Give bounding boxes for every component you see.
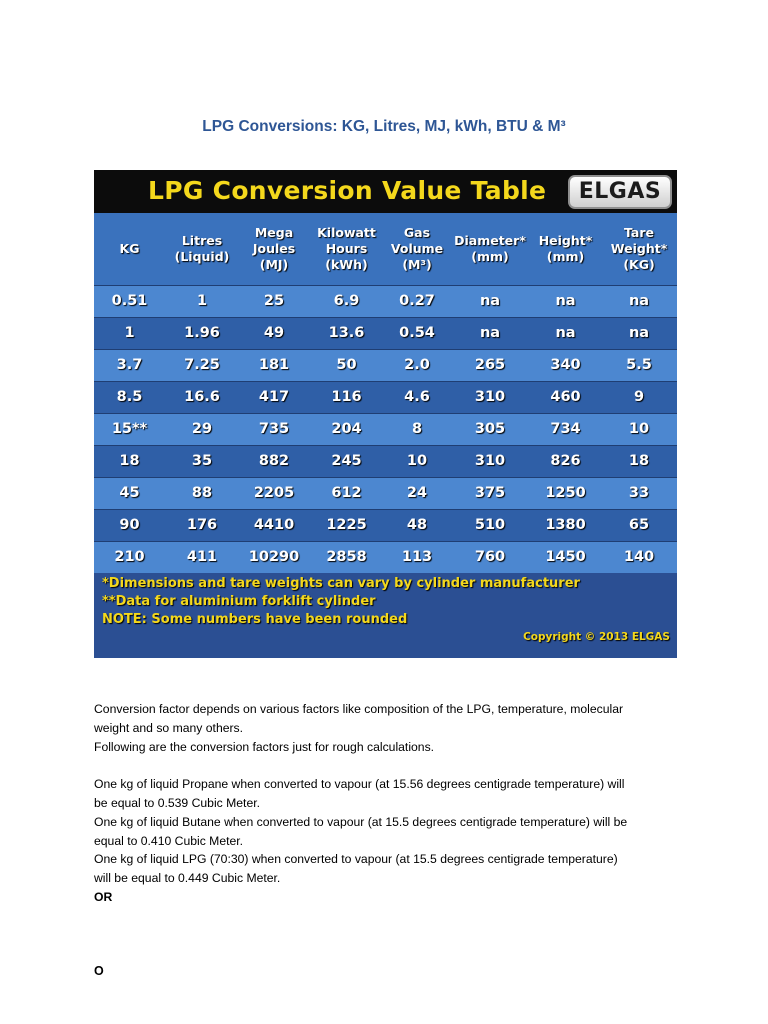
column-header [165, 213, 239, 285]
table-cell: 176 [165, 509, 239, 541]
table-cell: 612 [309, 477, 384, 509]
column-header [94, 213, 165, 285]
table-cell: 204 [309, 413, 384, 445]
table-cell: 760 [450, 541, 530, 573]
table-cell: 310 [450, 445, 530, 477]
table-cell: 33 [601, 477, 677, 509]
column-header-line: Joules [252, 240, 296, 256]
table-cell: 18 [94, 445, 165, 477]
column-header-line: Diameter* [454, 232, 526, 248]
elgas-logo: ELGAS [568, 175, 672, 209]
lpg-line-1: One kg of liquid LPG (70:30) when converted to vapour (at 15.5 degrees centigrade temperature) [94, 852, 618, 867]
table-cell: 8 [384, 413, 450, 445]
column-header-line: (MJ) [259, 256, 289, 272]
table-cell: 49 [239, 317, 309, 349]
table-cell: na [530, 285, 601, 317]
table-row [94, 413, 677, 445]
column-header-line: (Liquid) [174, 248, 230, 264]
table-row [94, 477, 677, 509]
table-cell: 1450 [530, 541, 601, 573]
propane-line-2: be equal to 0.539 Cubic Meter. [94, 795, 260, 810]
table-cell: 45 [94, 477, 165, 509]
table-cell: 6.9 [309, 285, 384, 317]
table-cell: 15** [94, 413, 165, 445]
intro-line-3: Following are the conversion factors just for rough calculations. [94, 739, 435, 754]
table-cell: 411 [165, 541, 239, 573]
column-header-line: Litres [181, 232, 223, 248]
column-header-line: Hours [325, 240, 368, 256]
butane-line-1: One kg of liquid Butane when converted to vapour (at 15.5 degrees centigrade temperature) will be [94, 814, 628, 829]
column-header-line: Kilowatt [317, 224, 376, 240]
or-text: OR [94, 889, 113, 904]
column-header-line: Tare [624, 224, 654, 240]
table-cell: 10 [384, 445, 450, 477]
table-cell: 1 [94, 317, 165, 349]
column-header-line: Volume [390, 240, 444, 256]
table-cell: 0.27 [384, 285, 450, 317]
table-cell: 310 [450, 381, 530, 413]
table-cell: 48 [384, 509, 450, 541]
intro-line-1: Conversion factor depends on various factors like composition of the LPG, temperature, molecular [94, 702, 624, 716]
column-header-line: (M³) [402, 256, 432, 272]
paragraph-gap [94, 756, 684, 775]
table-cell: 140 [601, 541, 677, 573]
column-header-line: KG [119, 240, 140, 256]
column-header-line: (mm) [546, 248, 585, 264]
banner-title: LPG Conversion Value Table [148, 176, 547, 205]
table-cell: 3.7 [94, 349, 165, 381]
table-cell: na [450, 317, 530, 349]
table-cell: 1250 [530, 477, 601, 509]
table-row [94, 509, 677, 541]
intro-line-2: weight and so many others. [94, 720, 244, 735]
column-header-line: Weight* [610, 240, 668, 256]
table-cell: 826 [530, 445, 601, 477]
column-header-line: (kWh) [325, 256, 368, 272]
table-row [94, 381, 677, 413]
table-cell: 0.51 [94, 285, 165, 317]
table-cell: 5.5 [601, 349, 677, 381]
table-cell: 245 [309, 445, 384, 477]
table-cell: 265 [450, 349, 530, 381]
table-cell: 0.54 [384, 317, 450, 349]
table-cell: 2.0 [384, 349, 450, 381]
table-cell: 10290 [239, 541, 309, 573]
conversion-table [94, 213, 677, 573]
note-aluminium: **Data for aluminium forklift cylinder [102, 594, 376, 609]
table-banner [94, 170, 677, 213]
table-cell: 460 [530, 381, 601, 413]
column-header-line: Height* [538, 232, 593, 248]
column-header [309, 213, 384, 285]
table-cell: 210 [94, 541, 165, 573]
table-cell: na [450, 285, 530, 317]
column-header-line: (mm) [471, 248, 509, 264]
table-cell: 18 [601, 445, 677, 477]
column-header [384, 213, 450, 285]
butane-line-2: equal to 0.410 Cubic Meter. [94, 833, 244, 848]
table-cell: 734 [530, 413, 601, 445]
table-cell: 113 [384, 541, 450, 573]
table-cell: 9 [601, 381, 677, 413]
table-cell: 88 [165, 477, 239, 509]
table-cell: 13.6 [309, 317, 384, 349]
column-header-line: Mega [254, 224, 294, 240]
note-rounded: NOTE: Some numbers have been rounded [102, 612, 408, 627]
column-header [530, 213, 601, 285]
table-cell: 1225 [309, 509, 384, 541]
table-cell: 735 [239, 413, 309, 445]
table-cell: na [601, 285, 677, 317]
table-cell: 1380 [530, 509, 601, 541]
table-row [94, 445, 677, 477]
table-cell: 50 [309, 349, 384, 381]
table-row [94, 349, 677, 381]
table-cell: 10 [601, 413, 677, 445]
column-header [601, 213, 677, 285]
table-cell: 90 [94, 509, 165, 541]
table-row [94, 541, 677, 573]
table-cell: 65 [601, 509, 677, 541]
table-cell: 4410 [239, 509, 309, 541]
table-cell: 1.96 [165, 317, 239, 349]
table-cell: 340 [530, 349, 601, 381]
table-cell: 417 [239, 381, 309, 413]
table-cell: 16.6 [165, 381, 239, 413]
table-cell: 25 [239, 285, 309, 317]
table-cell: 4.6 [384, 381, 450, 413]
column-header-line: (KG) [623, 256, 655, 272]
table-cell: 116 [309, 381, 384, 413]
note-dimensions: *Dimensions and tare weights can vary by cylinder manufacturer [102, 576, 580, 591]
table-cell: 510 [450, 509, 530, 541]
body-text [94, 700, 684, 907]
table-cell: 375 [450, 477, 530, 509]
table-cell: 882 [239, 445, 309, 477]
table-notes [94, 573, 677, 658]
lpg-line-2: will be equal to 0.449 Cubic Meter. [94, 871, 281, 886]
table-cell: na [530, 317, 601, 349]
table-header-row [94, 213, 677, 285]
conversion-table-image [94, 170, 677, 658]
table-cell: 24 [384, 477, 450, 509]
table-cell: 29 [165, 413, 239, 445]
document-title: LPG Conversions: KG, Litres, MJ, kWh, BTU & M³ [202, 118, 566, 135]
propane-line-1: One kg of liquid Propane when converted to vapour (at 15.56 degrees centigrade temperature) will [94, 777, 625, 792]
table-cell: 35 [165, 445, 239, 477]
column-header-line: Gas [403, 224, 431, 240]
table-row [94, 285, 677, 317]
table-cell: 2858 [309, 541, 384, 573]
table-cell: 2205 [239, 477, 309, 509]
column-header [239, 213, 309, 285]
table-cell: 305 [450, 413, 530, 445]
table-cell: 181 [239, 349, 309, 381]
table-cell: na [601, 317, 677, 349]
table-cell: 7.25 [165, 349, 239, 381]
table-row [94, 317, 677, 349]
bottom-letter: O [94, 964, 104, 978]
table-cell: 8.5 [94, 381, 165, 413]
column-header [450, 213, 530, 285]
table-cell: 1 [165, 285, 239, 317]
copyright-text: Copyright © 2013 ELGAS [523, 631, 670, 643]
